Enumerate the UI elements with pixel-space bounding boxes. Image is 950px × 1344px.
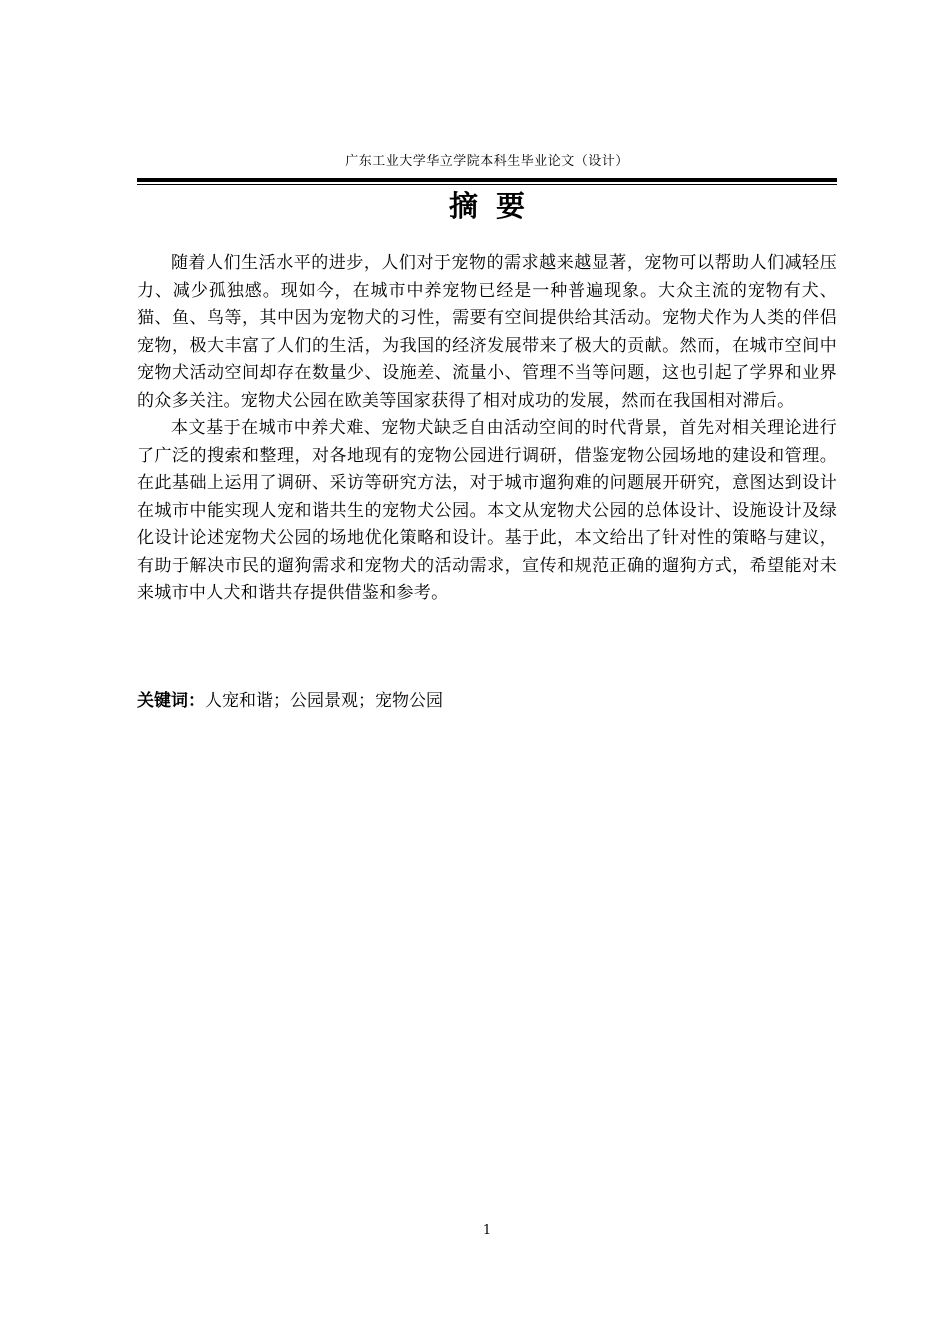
keywords-value: 人宠和谐；公园景观；宠物公园 <box>205 691 443 711</box>
header-rule-thick <box>137 178 837 182</box>
abstract-body <box>137 250 837 608</box>
page-number: 1 <box>482 1223 492 1238</box>
header-rule-thin <box>137 184 837 185</box>
keywords-label: 关键词： <box>137 691 205 711</box>
running-header: 广东工业大学华立学院本科生毕业论文（设计） <box>345 154 629 169</box>
abstract-title: 摘要 <box>448 189 543 223</box>
abstract-paragraph-2: 本文基于在城市中养犬难、宠物犬缺乏自由活动空间的时代背景，首先对相关理论进行了广泛的搜索和整理，对各地现有的宠物公园进行调研，借鉴宠物公园场地的建设和管理。在此基础上运用了调研、采访等研究方法，对于城市遛狗难的问题展开研究，意图达到设计在城市中能实现人宠和谐共生的宠物犬公园。本文从宠物犬公园的总体设计、设施设计及绿化设计论述宠物犬公园的场地优化策略和设计。基于此，本文给出了针对性的策略与建议，有助于解决市民的遛狗需求和宠物犬的活动需求，宣传和规范正确的遛狗方式，希望能对未来城市中人犬和谐共存提供借鉴和参考。 <box>137 418 837 603</box>
keywords-line <box>137 688 837 715</box>
abstract-paragraph-1: 随着人们生活水平的进步，人们对于宠物的需求越来越显著，宠物可以帮助人们减轻压力、减少孤独感。现如今，在城市中养宠物已经是一种普遍现象。大众主流的宠物有犬、猫、鱼、鸟等，其中因为宠物犬的习性，需要有空间提供给其活动。宠物犬作为人类的伴侣宠物，极大丰富了人们的生活，为我国的经济发展带来了极大的贡献。然而，在城市空间中宠物犬活动空间却存在数量少、设施差、流量小、管理不当等问题，这也引起了学界和业界的众多关注。宠物犬公园在欧美等国家获得了相对成功的发展，然而在我国相对滞后。 <box>137 253 837 411</box>
